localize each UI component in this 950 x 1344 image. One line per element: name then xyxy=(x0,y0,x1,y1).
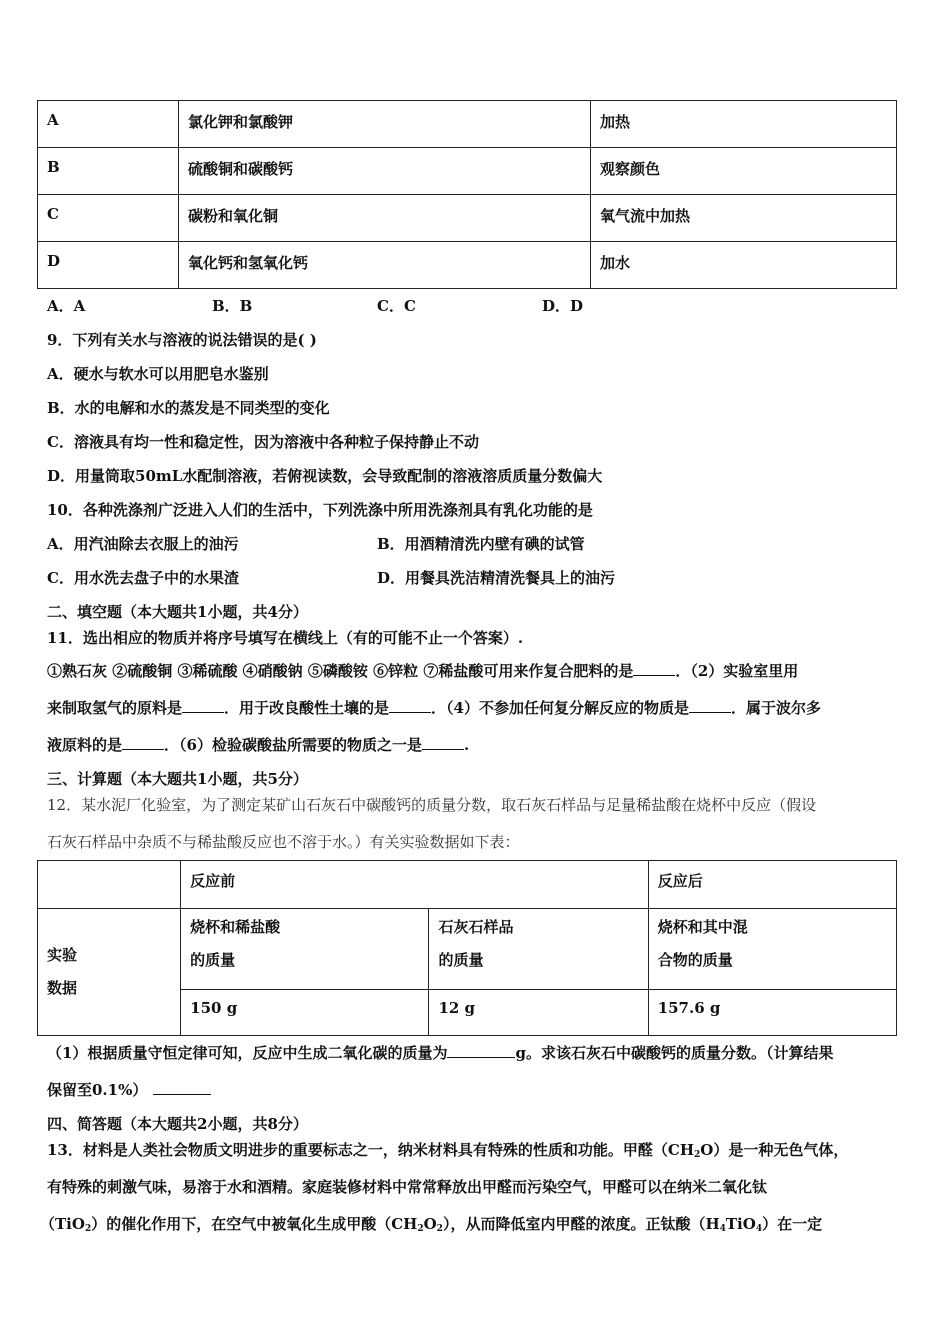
q12-stem-line-1: 12．某水泥厂化验室，为了测定某矿山石灰石中碳酸钙的质量分数，取石灰石样品与足量稀盐酸在烧杯中反应（假设 xyxy=(47,796,817,814)
answer-blank xyxy=(153,1081,211,1095)
q11-line-2 xyxy=(47,697,821,718)
subscript: 4 xyxy=(719,1224,726,1234)
q10-option-b: B．用酒精清洗内壁有碘的试管 xyxy=(377,535,585,553)
q13-text: ）在一定 xyxy=(762,1215,823,1233)
subscript: 4 xyxy=(755,1224,763,1234)
row-label: A xyxy=(47,111,59,129)
q9-option-d: D．用量筒取50mL水配制溶液，若俯视读数，会导致配制的溶液溶质质量分数偏大 xyxy=(47,467,603,485)
section-heading-calc: 三、计算题（本大题共1小题，共5分） xyxy=(47,770,308,788)
q12-text: （1）根据质量守恒定律可知，反应中生成二氧化碳的质量为 xyxy=(47,1044,448,1062)
substances-cell: 氧化钙和氢氧化钙 xyxy=(188,254,309,272)
q9-option-b: B．水的电解和水的蒸发是不同类型的变化 xyxy=(47,399,330,417)
experiment-data-table xyxy=(37,860,897,1036)
q9-option-a: A．硬水与软水可以用肥皂水鉴别 xyxy=(47,365,269,383)
header-after: 反应后 xyxy=(657,872,703,890)
q11-text: ．（2）实验室里用 xyxy=(675,662,799,680)
value-cell: 157.6 g xyxy=(657,999,721,1017)
row-label: C xyxy=(47,205,59,223)
q8-option-d: D．D xyxy=(542,297,584,315)
table-row xyxy=(38,195,897,242)
answer-blank xyxy=(182,699,224,713)
method-cell: 氧气流中加热 xyxy=(600,207,691,225)
q11-text: . xyxy=(463,736,470,754)
q12-sub1-line-1 xyxy=(47,1042,833,1063)
q11-text: 来制取氢气的原料是 xyxy=(47,699,183,717)
row-label: D xyxy=(47,252,61,270)
q11-text: 液原料的是 xyxy=(47,736,123,754)
q13-line-1 xyxy=(47,1139,848,1160)
col-header-2 xyxy=(429,909,647,977)
q11-stem: 11．选出相应的物质并将序号填写在横线上（有的可能不止一个答案）. xyxy=(47,629,524,647)
header-before: 反应前 xyxy=(190,872,236,890)
row-label-line: 数据 xyxy=(47,979,78,997)
q11-text: ①熟石灰 ②硫酸铜 ③稀硫酸 ④硝酸钠 ⑤磷酸铵 ⑥锌粒 ⑦稀盐酸可用来作复合肥料的是 xyxy=(47,662,634,680)
table-row xyxy=(38,101,897,148)
table-row xyxy=(38,242,897,289)
header-line: 的质量 xyxy=(438,951,484,969)
subscript: 2 xyxy=(417,1224,424,1234)
header-line: 石灰石样品 xyxy=(438,918,514,936)
q10-stem: 10．各种洗涤剂广泛进入人们的生活中，下列洗涤中所用洗涤剂具有乳化功能的是 xyxy=(47,501,593,519)
header-line: 的质量 xyxy=(190,951,236,969)
q10-option-c: C．用水洗去盘子中的水果渣 xyxy=(47,569,239,587)
col-header-3 xyxy=(649,909,896,977)
substances-cell: 硫酸铜和碳酸钙 xyxy=(188,160,294,178)
table-row xyxy=(38,861,897,909)
q12-sub1-line-2 xyxy=(47,1079,211,1100)
q12-text: g。求该石灰石中碳酸钙的质量分数。（计算结果 xyxy=(515,1044,834,1062)
subscript: 2 xyxy=(84,1224,92,1234)
answer-blank xyxy=(689,699,731,713)
q11-text: ．（4）不参加任何复分解反应的物质是 xyxy=(431,699,689,717)
substances-cell: 氯化钾和氯酸钾 xyxy=(188,113,294,131)
method-cell: 观察颜色 xyxy=(600,160,661,178)
col-header-1 xyxy=(181,909,428,977)
q13-text: O）是一种无色气体， xyxy=(700,1141,849,1159)
q13-text: TiO xyxy=(725,1215,756,1233)
answer-blank xyxy=(633,662,675,676)
subscript: 2 xyxy=(694,1150,701,1160)
q11-text: ．用于改良酸性土壤的是 xyxy=(224,699,390,717)
header-line: 烧杯和其中混 xyxy=(657,918,748,936)
section-heading-short: 四、简答题（本大题共2小题，共8分） xyxy=(47,1115,308,1133)
q9-option-c: C．溶液具有均一性和稳定性，因为溶液中各种粒子保持静止不动 xyxy=(47,433,479,451)
q8-option-a: A．A xyxy=(47,297,86,315)
subscript: 2 xyxy=(436,1224,443,1234)
answer-blank xyxy=(122,736,164,750)
q11-line-3 xyxy=(47,734,469,755)
answer-blank xyxy=(447,1044,515,1058)
table-row xyxy=(38,148,897,195)
q13-line-2: 有特殊的刺激气味，易溶于水和酒精。家庭装修材料中常常释放出甲醛而污染空气，甲醛可以在纳米二氧化钛 xyxy=(47,1178,768,1196)
options-table xyxy=(37,100,897,289)
row-label-line: 实验 xyxy=(47,946,78,964)
header-line: 烧杯和稀盐酸 xyxy=(190,918,281,936)
q9-stem: 9．下列有关水与溶液的说法错误的是( ) xyxy=(47,331,317,349)
q13-text: O xyxy=(423,1215,437,1233)
q8-option-b: B．B xyxy=(212,297,253,315)
q8-option-c: C．C xyxy=(377,297,416,315)
value-cell: 150 g xyxy=(190,999,238,1017)
q13-line-3 xyxy=(40,1213,822,1234)
q13-text: ）的催化作用下，在空气中被氧化生成甲酸（CH xyxy=(91,1215,418,1233)
method-cell: 加热 xyxy=(600,113,631,131)
section-heading-fill: 二、填空题（本大题共1小题，共4分） xyxy=(47,603,308,621)
table-row xyxy=(38,909,897,990)
q11-line-1 xyxy=(47,660,798,681)
header-line: 合物的质量 xyxy=(657,951,733,969)
q10-option-d: D．用餐具洗洁精清洗餐具上的油污 xyxy=(377,569,616,587)
q13-text: ），从而降低室内甲醛的浓度。正钛酸（H xyxy=(442,1215,720,1233)
value-cell: 12 g xyxy=(438,999,476,1017)
q12-text: 保留至0.1%） xyxy=(47,1081,148,1099)
answer-blank xyxy=(389,699,431,713)
q12-stem-line-2: 石灰石样品中杂质不与稀盐酸反应也不溶于水。）有关实验数据如下表： xyxy=(47,833,520,851)
q11-text: ．（6）检验碳酸盐所需要的物质之一是 xyxy=(164,736,422,754)
row-label-experiment xyxy=(38,939,180,1005)
substances-cell: 碳粉和氧化铜 xyxy=(188,207,279,225)
method-cell: 加水 xyxy=(600,254,631,272)
q11-text: ．属于波尔多 xyxy=(730,699,821,717)
q13-text: （TiO xyxy=(40,1215,85,1233)
q10-option-a: A．用汽油除去衣服上的油污 xyxy=(47,535,239,553)
answer-blank xyxy=(422,736,464,750)
row-label: B xyxy=(47,158,60,176)
q13-text: 13．材料是人类社会物质文明进步的重要标志之一，纳米材料具有特殊的性质和功能。甲醛（CH xyxy=(47,1141,694,1159)
